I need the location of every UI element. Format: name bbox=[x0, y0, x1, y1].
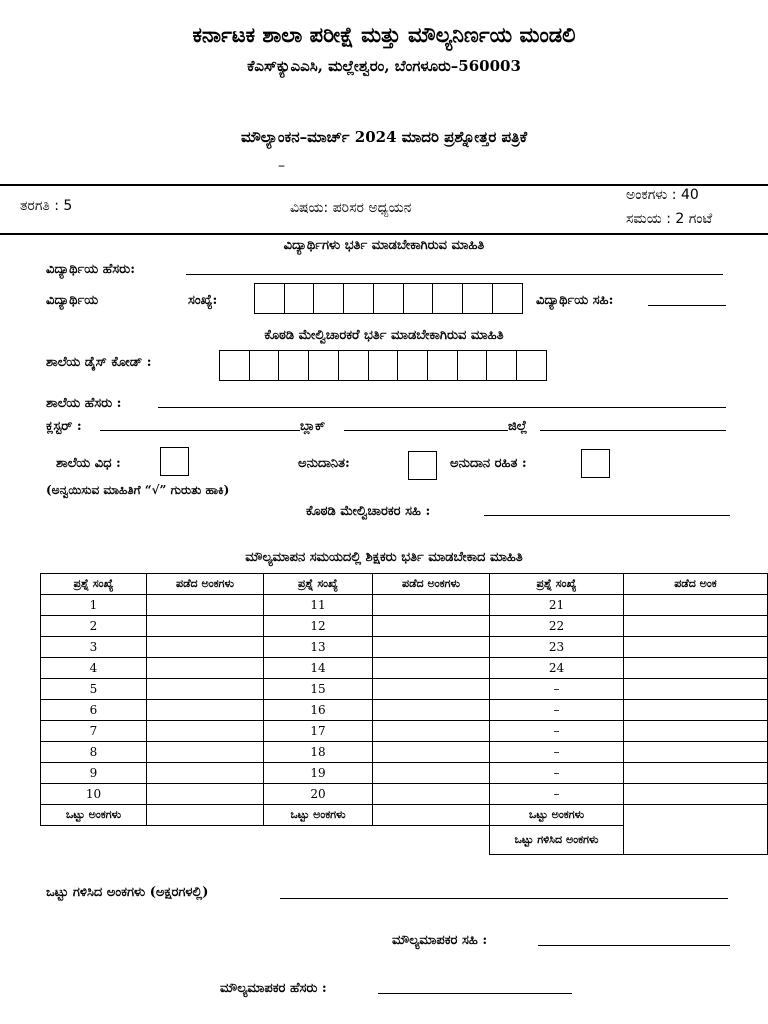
marks-cell[interactable] bbox=[624, 658, 768, 679]
question-number: 14 bbox=[264, 658, 373, 679]
evaluation-heading: ಮೌಲ್ಯಮಾಪನ ಸಮಯದಲ್ಲಿ ಶಿಕ್ಷಕರು ಭರ್ತಿ ಮಾಡಬೇಕಾದ ಮಾಹಿತಿ bbox=[245, 550, 523, 565]
grand-total-value-cell[interactable] bbox=[624, 805, 768, 855]
question-number: – bbox=[490, 700, 624, 721]
table-row bbox=[41, 784, 768, 805]
totals-row bbox=[41, 805, 768, 826]
evaluator-signature-label: ಮೌಲ್ಯಮಾಪಕರ ಸಹಿ : bbox=[392, 933, 488, 948]
question-number: 8 bbox=[41, 742, 147, 763]
grand-total-label: ಒಟ್ಟು ಗಳಿಸಿದ ಅಂಕಗಳು bbox=[490, 826, 624, 855]
digit-box[interactable] bbox=[219, 350, 250, 381]
student-number-label: ವಿದ್ಯಾರ್ಥಿಯ bbox=[46, 293, 99, 308]
table-row bbox=[41, 637, 768, 658]
question-number: 4 bbox=[41, 658, 147, 679]
school-name-label: ಶಾಲೆಯ ಹೆಸರು : bbox=[46, 396, 122, 411]
question-number: 9 bbox=[41, 763, 147, 784]
table-row bbox=[41, 658, 768, 679]
question-number: 16 bbox=[264, 700, 373, 721]
question-number: 18 bbox=[264, 742, 373, 763]
marks-cell[interactable] bbox=[624, 595, 768, 616]
question-number: – bbox=[490, 721, 624, 742]
table-row bbox=[41, 700, 768, 721]
paper-title: ಮೌಲ್ಯಾಂಕನ–ಮಾರ್ಚ್ 2024 ಮಾದರಿ ಪ್ರಶ್ನೋತ್ತರ ಪತ್ರಿಕೆ bbox=[240, 128, 528, 146]
question-number: – bbox=[490, 763, 624, 784]
marks-cell[interactable] bbox=[147, 784, 264, 805]
unaided-label: ಅನುದಾನ ರಹಿತ : bbox=[450, 456, 527, 471]
digit-box[interactable] bbox=[313, 283, 344, 314]
marks-cell[interactable] bbox=[373, 637, 490, 658]
total-in-words-field[interactable] bbox=[280, 898, 728, 899]
cluster-label: ಕ್ಲಸ್ಟರ್ : bbox=[46, 419, 82, 434]
total-value-cell[interactable] bbox=[147, 805, 264, 826]
header-divider-top bbox=[0, 184, 768, 186]
question-number: 20 bbox=[264, 784, 373, 805]
student-name-label: ವಿದ್ಯಾರ್ಥಿಯ ಹೆಸರು: bbox=[46, 262, 135, 277]
question-number: – bbox=[490, 784, 624, 805]
question-number: 19 bbox=[264, 763, 373, 784]
marks-cell[interactable] bbox=[147, 721, 264, 742]
marks-label: ಅಂಕಗಳು : 40 bbox=[626, 187, 699, 203]
total-label: ಒಟ್ಟು ಅಂಕಗಳು bbox=[490, 805, 624, 826]
subject-label: ವಿಷಯ: ಪರಿಸರ ಅಧ್ಯಯನ bbox=[290, 200, 412, 216]
digit-box[interactable] bbox=[486, 350, 517, 381]
aided-checkbox[interactable] bbox=[408, 451, 437, 480]
question-number: 13 bbox=[264, 637, 373, 658]
marks-table-body bbox=[41, 574, 768, 855]
evaluator-name-field[interactable] bbox=[378, 993, 572, 994]
marks-cell[interactable] bbox=[373, 700, 490, 721]
digit-box[interactable] bbox=[278, 350, 309, 381]
column-header: ಪಡೆದ ಅಂಕಗಳು bbox=[373, 574, 490, 595]
marks-cell[interactable] bbox=[147, 658, 264, 679]
student-signature-field[interactable] bbox=[648, 305, 726, 306]
marks-cell[interactable] bbox=[624, 679, 768, 700]
digit-box[interactable] bbox=[249, 350, 280, 381]
dise-code-boxes[interactable] bbox=[219, 350, 546, 381]
digit-box[interactable] bbox=[368, 350, 399, 381]
marks-cell[interactable] bbox=[147, 637, 264, 658]
school-type-label: ಶಾಲೆಯ ವಿಧ : bbox=[56, 456, 121, 471]
marks-cell[interactable] bbox=[147, 742, 264, 763]
question-number: – bbox=[490, 742, 624, 763]
question-number: 11 bbox=[264, 595, 373, 616]
marks-cell[interactable] bbox=[373, 595, 490, 616]
unaided-checkbox[interactable] bbox=[581, 449, 610, 478]
table-row bbox=[41, 679, 768, 700]
question-number: 21 bbox=[490, 595, 624, 616]
marks-cell[interactable] bbox=[624, 742, 768, 763]
marks-cell[interactable] bbox=[624, 721, 768, 742]
evaluator-signature-field[interactable] bbox=[538, 945, 730, 946]
marks-cell[interactable] bbox=[373, 721, 490, 742]
marks-cell[interactable] bbox=[624, 763, 768, 784]
column-header: ಪಡೆದ ಅಂಕಗಳು bbox=[147, 574, 264, 595]
blank-cell bbox=[147, 826, 264, 855]
total-value-cell[interactable] bbox=[373, 805, 490, 826]
question-number: 5 bbox=[41, 679, 147, 700]
digit-box[interactable] bbox=[338, 350, 369, 381]
question-number: 7 bbox=[41, 721, 147, 742]
district-label: ಜಿಲ್ಲೆ bbox=[508, 419, 528, 434]
blank-cell bbox=[373, 826, 490, 855]
total-label: ಒಟ್ಟು ಅಂಕಗಳು bbox=[264, 805, 373, 826]
marks-cell[interactable] bbox=[147, 595, 264, 616]
column-header: ಪ್ರಶ್ನೆ ಸಂಖ್ಯೆ bbox=[41, 574, 147, 595]
marks-cell[interactable] bbox=[373, 658, 490, 679]
title-dash: – bbox=[278, 158, 285, 174]
digit-box[interactable] bbox=[284, 283, 315, 314]
digit-box[interactable] bbox=[373, 283, 404, 314]
supervisor-signature-field[interactable] bbox=[484, 515, 730, 516]
marks-cell[interactable] bbox=[624, 784, 768, 805]
total-in-words-label: ಒಟ್ಟು ಗಳಿಸಿದ ಅಂಕಗಳು (ಅಕ್ಷರಗಳಲ್ಲಿ) bbox=[46, 885, 209, 900]
marks-cell[interactable] bbox=[373, 763, 490, 784]
school-name-field[interactable] bbox=[158, 407, 726, 408]
marks-cell[interactable] bbox=[624, 700, 768, 721]
marks-cell[interactable] bbox=[147, 700, 264, 721]
digit-box[interactable] bbox=[432, 283, 463, 314]
question-number: 12 bbox=[264, 616, 373, 637]
student-number-boxes[interactable] bbox=[254, 283, 521, 314]
aided-label: ಅನುದಾನಿತ: bbox=[298, 456, 350, 471]
table-row bbox=[41, 763, 768, 784]
question-number: 22 bbox=[490, 616, 624, 637]
marks-cell[interactable] bbox=[373, 742, 490, 763]
table-header-row bbox=[41, 574, 768, 595]
question-number: – bbox=[490, 679, 624, 700]
student-number-label-2: ಸಂಖ್ಯೆ: bbox=[188, 293, 218, 308]
school-type-box[interactable] bbox=[160, 447, 189, 476]
marks-cell[interactable] bbox=[373, 616, 490, 637]
question-number: 17 bbox=[264, 721, 373, 742]
digit-box[interactable] bbox=[403, 283, 434, 314]
marks-cell[interactable] bbox=[373, 679, 490, 700]
marks-cell[interactable] bbox=[147, 616, 264, 637]
student-signature-label: ವಿದ್ಯಾರ್ಥಿಯ ಸಹಿ: bbox=[536, 293, 614, 308]
digit-box[interactable] bbox=[343, 283, 374, 314]
marks-table bbox=[40, 573, 768, 855]
supervisor-section-heading: ಕೊಠಡಿ ಮೇಲ್ವಿಚಾರಕರೆ ಭರ್ತಿ ಮಾಡಬೇಕಾಗಿರುವ ಮಾಹಿತಿ bbox=[264, 328, 504, 343]
digit-box[interactable] bbox=[516, 350, 547, 381]
total-label: ಒಟ್ಟು ಅಂಕಗಳು bbox=[41, 805, 147, 826]
district-field[interactable] bbox=[540, 430, 726, 431]
digit-box[interactable] bbox=[254, 283, 285, 314]
table-row bbox=[41, 595, 768, 616]
supervisor-signature-label: ಕೊಠಡಿ ಮೇಲ್ವಿಚಾರಕರ ಸಹಿ : bbox=[306, 504, 431, 519]
blank-cell bbox=[264, 826, 373, 855]
dise-code-label: ಶಾಲೆಯ ಡೈಸ್ ಕೋಡ್ : bbox=[46, 355, 152, 370]
tick-note: (ಅನ್ವಯಿಸುವ ಮಾಹಿತಿಗೆ “√” ಗುರುತು ಹಾಕಿ) bbox=[46, 483, 230, 497]
header-divider-bottom bbox=[0, 233, 768, 235]
class-label: ತರಗತಿ : 5 bbox=[20, 198, 73, 214]
column-header: ಪ್ರಶ್ನೆ ಸಂಖ್ಯೆ bbox=[490, 574, 624, 595]
table-row bbox=[41, 742, 768, 763]
board-address: ಕೆಎಸ್‌ಕ್ಯುಎಎಸಿ, ಮಲ್ಲೇಶ್ವರಂ, ಬೆಂಗಳೂರು–560003 bbox=[247, 57, 521, 75]
block-field[interactable] bbox=[344, 430, 508, 431]
digit-box[interactable] bbox=[462, 283, 493, 314]
time-label: ಸಮಯ : 2 ಗಂಟೆ bbox=[626, 211, 713, 227]
question-number: 2 bbox=[41, 616, 147, 637]
digit-box[interactable] bbox=[492, 283, 523, 314]
marks-cell[interactable] bbox=[373, 784, 490, 805]
digit-box[interactable] bbox=[427, 350, 458, 381]
student-section-heading: ವಿದ್ಯಾರ್ಥಿಗಳು ಭರ್ತಿ ಮಾಡಬೇಕಾಗಿರುವ ಮಾಹಿತಿ bbox=[283, 238, 485, 253]
question-number: 3 bbox=[41, 637, 147, 658]
question-number: 24 bbox=[490, 658, 624, 679]
question-number: 15 bbox=[264, 679, 373, 700]
marks-cell[interactable] bbox=[147, 763, 264, 784]
digit-box[interactable] bbox=[397, 350, 428, 381]
evaluator-name-label: ಮೌಲ್ಯಮಾಪಕರ ಹೆಸರು : bbox=[220, 981, 327, 996]
table-row bbox=[41, 721, 768, 742]
marks-cell[interactable] bbox=[147, 679, 264, 700]
column-header: ಪಡೆದ ಅಂಕ bbox=[624, 574, 768, 595]
marks-cell[interactable] bbox=[624, 637, 768, 658]
board-name: ಕರ್ನಾಟಕ ಶಾಲಾ ಪರೀಕ್ಷೆ ಮತ್ತು ಮೌಲ್ಯನಿರ್ಣಯ ಮಂಡಲಿ bbox=[192, 22, 576, 47]
question-number: 23 bbox=[490, 637, 624, 658]
question-number: 6 bbox=[41, 700, 147, 721]
question-number: 10 bbox=[41, 784, 147, 805]
marks-cell[interactable] bbox=[624, 616, 768, 637]
block-label: ಬ್ಲಾಕ್ bbox=[300, 419, 326, 434]
digit-box[interactable] bbox=[457, 350, 488, 381]
question-number: 1 bbox=[41, 595, 147, 616]
digit-box[interactable] bbox=[308, 350, 339, 381]
student-name-field[interactable] bbox=[186, 274, 723, 275]
cluster-field[interactable] bbox=[100, 430, 300, 431]
column-header: ಪ್ರಶ್ನೆ ಸಂಖ್ಯೆ bbox=[264, 574, 373, 595]
blank-cell bbox=[41, 826, 147, 855]
table-row bbox=[41, 616, 768, 637]
